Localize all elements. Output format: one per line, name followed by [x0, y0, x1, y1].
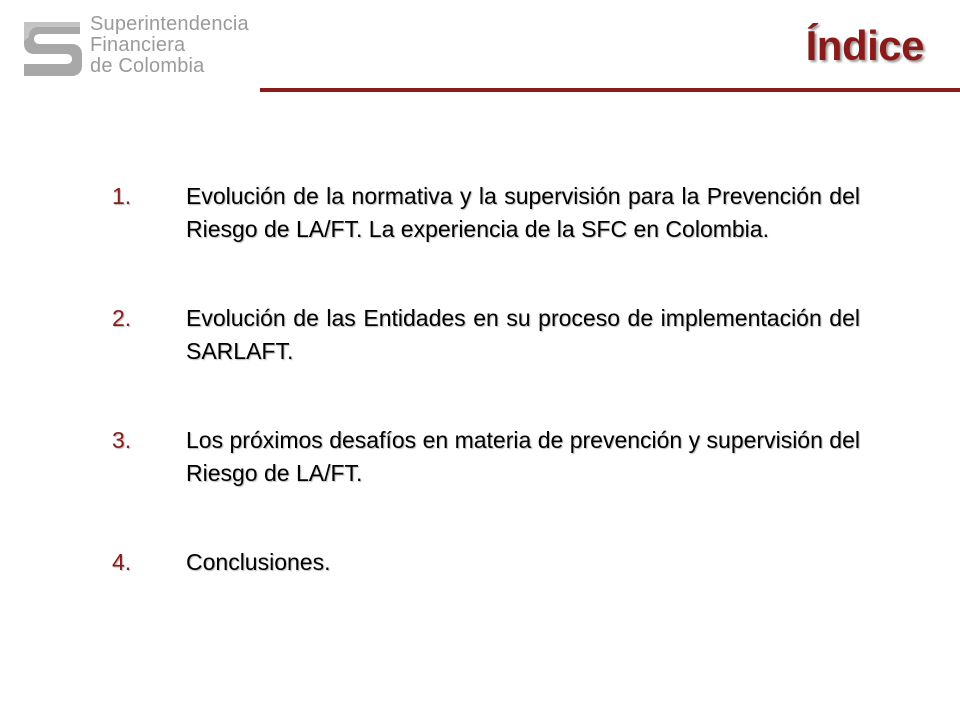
page-title: Índice	[805, 22, 924, 69]
title-divider	[260, 88, 960, 92]
agenda-item-text: Conclusiones.	[186, 549, 331, 575]
agenda-item	[112, 424, 860, 490]
agenda-item	[112, 546, 860, 579]
logo-text	[90, 14, 249, 77]
logo	[18, 12, 258, 84]
agenda-item-number: 1.	[112, 183, 132, 209]
agenda-list	[112, 180, 860, 579]
agenda-item-text: Evolución de la normativa y la supervisión para la Prevención del Riesgo de LA/FT. La experiencia de la SFC en Colombia.	[186, 183, 860, 242]
sfc-logo-icon	[18, 14, 86, 80]
logo-line-1: Superintendencia	[90, 13, 249, 35]
agenda-item	[112, 302, 860, 368]
agenda-item-number: 3.	[112, 427, 132, 453]
agenda-item-number: 4.	[112, 549, 132, 575]
logo-line-2: Financiera	[90, 34, 186, 56]
agenda-item-number: 2.	[112, 305, 132, 331]
logo-line-3: de Colombia	[90, 55, 205, 77]
agenda-item-text: Evolución de las Entidades en su proceso de implementación del SARLAFT.	[186, 305, 860, 364]
agenda-item	[112, 180, 860, 246]
agenda-item-text: Los próximos desafíos en materia de prevención y supervisión del Riesgo de LA/FT.	[186, 427, 860, 486]
